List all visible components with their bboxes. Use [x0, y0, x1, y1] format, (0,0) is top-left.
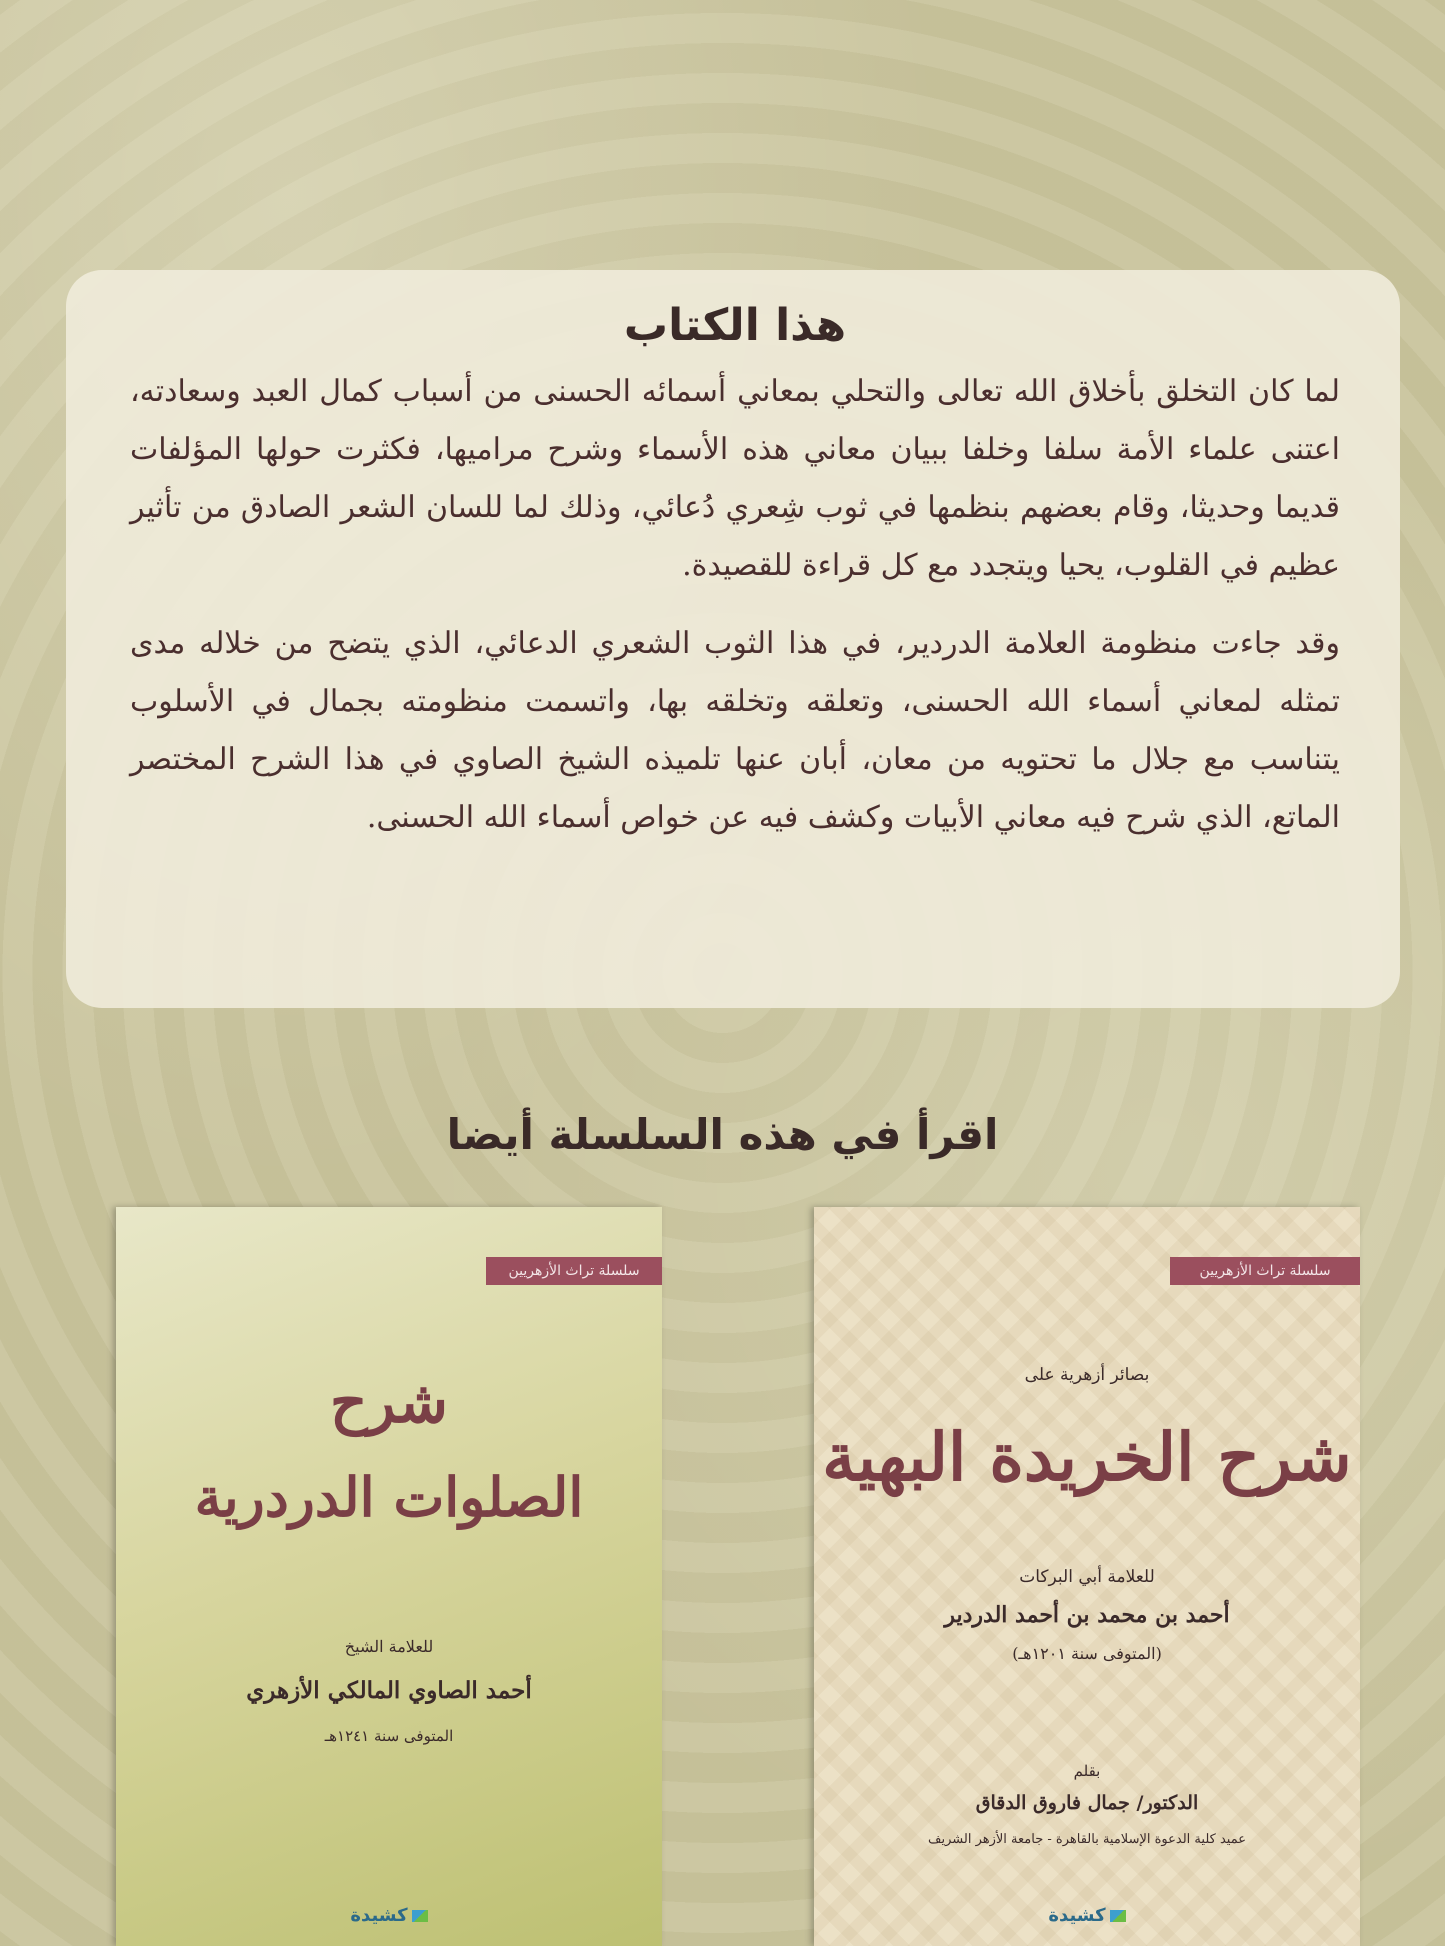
about-book-panel	[66, 270, 1400, 1008]
about-book-heading: هذا الكتاب	[623, 300, 847, 351]
book-author-intro: للعلامة الشيخ	[344, 1637, 434, 1656]
book-author-intro: للعلامة أبي البركات	[1019, 1567, 1155, 1587]
book-author: أحمد الصاوي المالكي الأزهري	[246, 1677, 532, 1704]
publisher-logo-icon	[412, 1910, 428, 1922]
publisher-name: كشيدة	[1048, 1905, 1106, 1926]
book-title-line-1: شرح	[329, 1368, 449, 1436]
book-commentator-role: عميد كلية الدعوة الإسلامية بالقاهرة - جامعة الأزهر الشريف	[928, 1832, 1246, 1847]
book-title: شرح الخريدة البهية	[822, 1418, 1352, 1496]
book-author-death: المتوفى سنة ١٢٤١هـ	[324, 1727, 454, 1745]
book-commentator: الدكتور/ جمال فاروق الدقاق	[975, 1792, 1199, 1814]
book-cover-kharida[interactable]	[814, 1207, 1360, 1946]
publisher-logo	[814, 1905, 1360, 1926]
about-book-paragraph-1: لما كان التخلق بأخلاق الله تعالى والتحلي بمعاني أسمائه الحسنى من أسباب كمال العبد وسعادته، اعتنى علماء الأمة سلفا وخلفا ببيان معاني هذه الأسماء وشرح مراميها، فكثرت حولها المؤلفات قديما وحديثا، وقام بعضهم بنظمها في ثوب شِعري دُعائي، وذلك لما للسان الشعر الصادق من تأثير عظيم في القلوب، يحيا ويتجدد مع كل قراءة للقصيدة.	[130, 374, 1340, 583]
book-author: أحمد بن محمد بن أحمد الدردير	[944, 1602, 1230, 1628]
book-pen-label: بقلم	[1073, 1762, 1101, 1780]
publisher-name: كشيدة	[350, 1905, 408, 1926]
book-title-line-2: الصلوات الدردرية	[194, 1465, 584, 1529]
series-badge: سلسلة تراث الأزهريين	[1170, 1257, 1360, 1285]
book-cover-salawat[interactable]	[116, 1207, 662, 1946]
book-pretitle: بصائر أزهرية على	[1024, 1365, 1150, 1385]
book-author-death: (المتوفى سنة ١٢٠١هـ)	[1012, 1644, 1162, 1663]
about-book-paragraph-2: وقد جاءت منظومة العلامة الدردير، في هذا الثوب الشعري الدعائي، الذي يتضح من خلاله مدى تمثله لمعاني أسماء الله الحسنى، وتعلقه وتخلقه بها، واتسمت منظومته بجمال في الأسلوب يتناسب مع جلال ما تحتويه من معان، أبان عنها تلميذه الشيخ الصاوي في هذا الشرح المختصر الماتع، الذي شرح فيه معاني الأبيات وكشف فيه عن خواص أسماء الله الحسنى.	[130, 626, 1341, 835]
series-badge: سلسلة تراث الأزهريين	[486, 1257, 662, 1285]
publisher-logo	[116, 1905, 662, 1926]
series-heading: اقرأ في هذه السلسلة أيضا	[446, 1110, 999, 1159]
publisher-logo-icon	[1110, 1910, 1126, 1922]
